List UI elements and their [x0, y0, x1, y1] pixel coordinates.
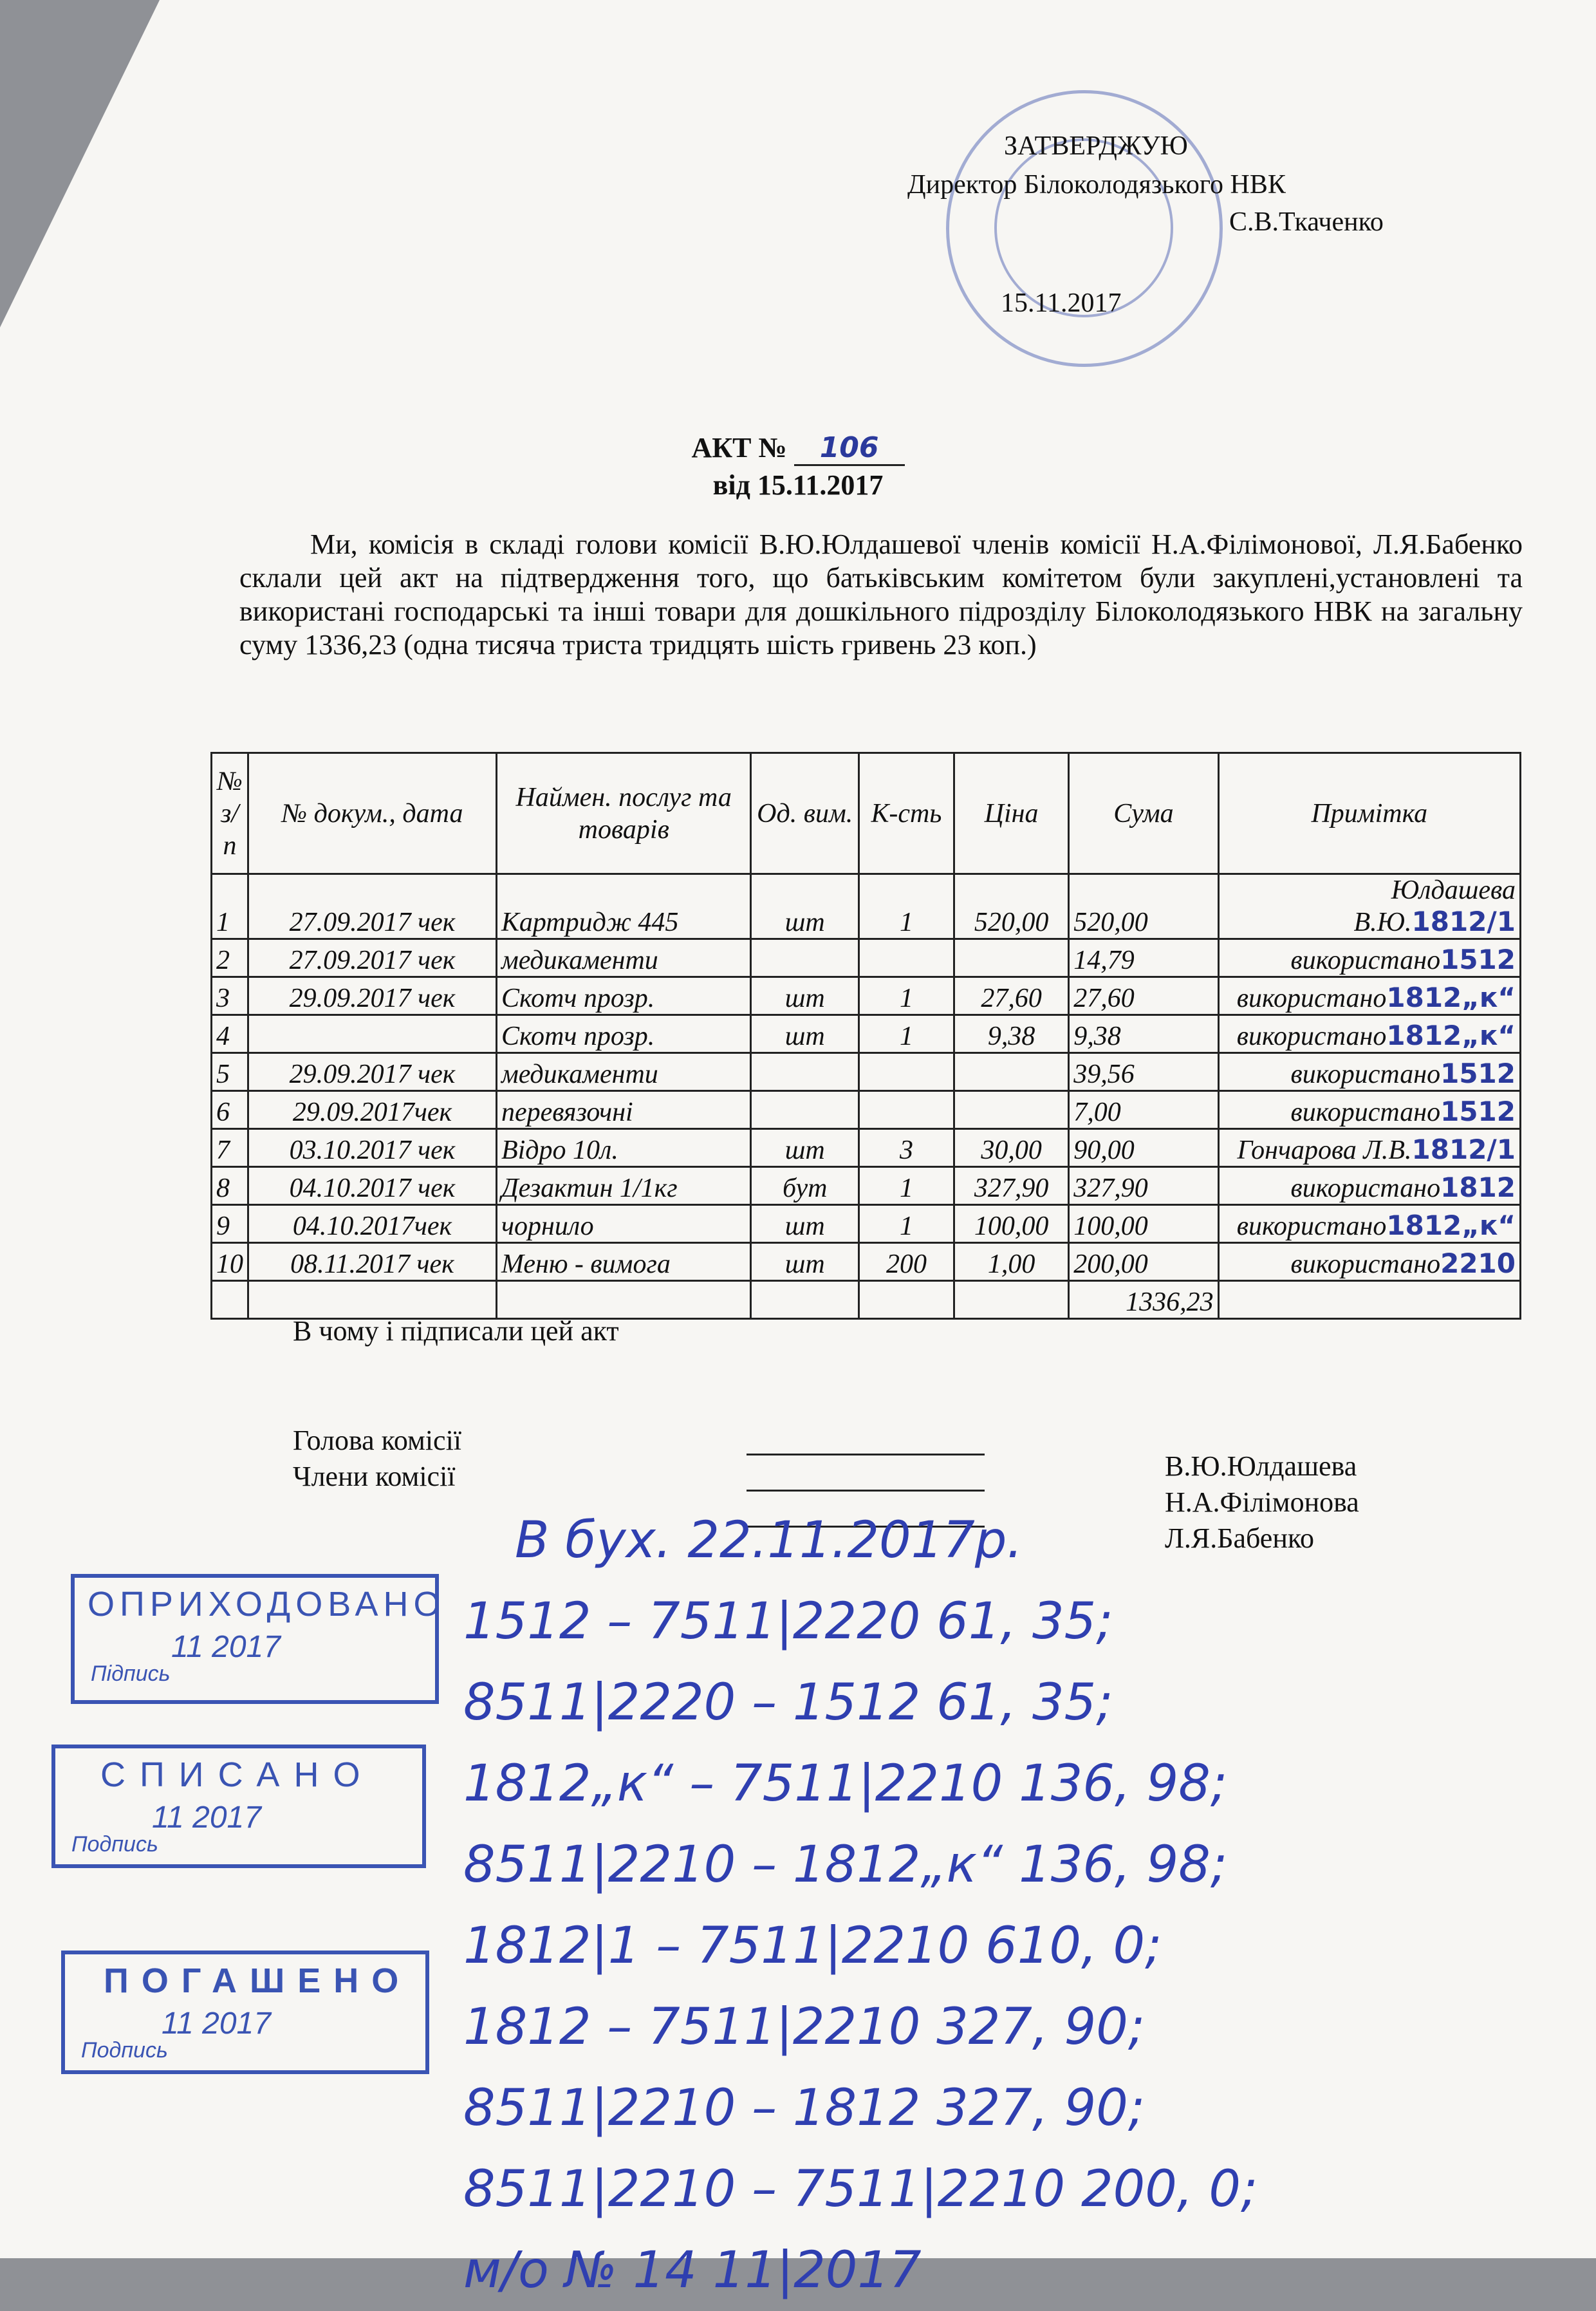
note-line: 1812 – 7511|2210 327, 90;	[463, 1998, 1146, 2056]
cell-number: 7	[212, 1129, 248, 1167]
table-row	[212, 1129, 1521, 1167]
cell-qty: 3	[859, 1129, 954, 1167]
act-title	[0, 431, 1596, 464]
cell-name: Скотч прозр.	[496, 977, 751, 1015]
col-header-unit: Од. вим.	[751, 753, 859, 874]
col-header-price: Ціна	[954, 753, 1068, 874]
cell-doc	[248, 1015, 497, 1053]
note-text: Юлдашева В.Ю.	[1353, 875, 1516, 937]
cell-number: 9	[212, 1205, 248, 1243]
note-line: В бух. 22.11.2017р.	[515, 1511, 1023, 1569]
cell-unit	[751, 1053, 859, 1091]
cell-price: 327,90	[954, 1167, 1068, 1205]
note-code: 1512	[1440, 944, 1516, 975]
cell-number: 3	[212, 977, 248, 1015]
cell-sum: 100,00	[1069, 1205, 1218, 1243]
act-number: 106	[794, 431, 905, 466]
table-row	[212, 1167, 1521, 1205]
cell-sum: 9,38	[1069, 1015, 1218, 1053]
stamp-signature-label: Подпись	[81, 2038, 168, 2063]
table-row	[212, 1205, 1521, 1243]
note-text: використано	[1290, 1174, 1441, 1203]
cell-note	[1218, 1015, 1520, 1053]
cell-number: 8	[212, 1167, 248, 1205]
cell-name: медикаменти	[496, 1053, 751, 1091]
cell-note	[1218, 939, 1520, 977]
cell-note	[1218, 1167, 1520, 1205]
table-row	[212, 874, 1521, 939]
table-row	[212, 1053, 1521, 1091]
cell-note	[1218, 1091, 1520, 1129]
cell-sum: 327,90	[1069, 1167, 1218, 1205]
col-header-qty: К-сть	[859, 753, 954, 874]
note-code: 1812„к“	[1386, 1020, 1516, 1051]
note-code: 1812/1	[1411, 906, 1516, 937]
note-code: 1812	[1440, 1172, 1516, 1203]
note-code: 1512	[1440, 1058, 1516, 1089]
stamp-date: 11 2017	[152, 1801, 261, 1835]
note-text: використано	[1236, 1022, 1387, 1051]
cell-name: Відро 10л.	[496, 1129, 751, 1167]
table-row	[212, 1243, 1521, 1281]
cell-sum: 90,00	[1069, 1129, 1218, 1167]
cell-qty: 1	[859, 874, 954, 939]
cell-name: перевязочні	[496, 1091, 751, 1129]
cell-qty: 200	[859, 1243, 954, 1281]
act-date: від 15.11.2017	[712, 469, 884, 501]
stamp-received	[71, 1574, 446, 1704]
cell-qty	[859, 1091, 954, 1129]
cell-name: Дезактин 1/1кг	[496, 1167, 751, 1205]
cell-note	[1218, 977, 1520, 1015]
note-text: використано	[1290, 1060, 1441, 1089]
col-header-number: № з/п	[212, 753, 248, 874]
note-text: використано	[1236, 984, 1387, 1013]
stamp-title: СПИСАНО	[100, 1755, 375, 1794]
cell-doc: 27.09.2017 чек	[248, 874, 497, 939]
member-name: Н.А.Філімонова	[1165, 1486, 1359, 1518]
cell-name: медикаменти	[496, 939, 751, 977]
stamp-paid-off	[61, 1951, 429, 2074]
note-line: 1512 – 7511|2220 61, 35;	[463, 1593, 1113, 1651]
stamp-signature-label: Подпись	[71, 1832, 158, 1857]
cell-qty: 1	[859, 977, 954, 1015]
cell-sum: 7,00	[1069, 1091, 1218, 1129]
cell-price: 27,60	[954, 977, 1068, 1015]
cell-doc: 27.09.2017 чек	[248, 939, 497, 977]
stamp-written-off	[51, 1745, 426, 1868]
signature-line	[747, 1454, 985, 1455]
note-line: 1812„к“ – 7511|2210 136, 98;	[463, 1755, 1228, 1813]
cell-sum: 14,79	[1069, 939, 1218, 977]
cell-name: Картридж 445	[496, 874, 751, 939]
table-row	[212, 939, 1521, 977]
closing-text: В чому і підписали цей акт	[293, 1315, 619, 1347]
stamp-title: ОПРИХОДОВАНО	[88, 1585, 446, 1623]
cell-doc: 29.09.2017 чек	[248, 1053, 497, 1091]
table-row	[212, 1015, 1521, 1053]
cell-unit: шт	[751, 1015, 859, 1053]
note-code: 1512	[1440, 1096, 1516, 1127]
cell-name: Скотч прозр.	[496, 1015, 751, 1053]
stamp-signature-label: Підпись	[91, 1661, 171, 1686]
cell-unit: шт	[751, 977, 859, 1015]
stamp-title: ПОГАШЕНО	[104, 1961, 412, 2000]
col-header-sum: Сума	[1069, 753, 1218, 874]
cell-qty: 1	[859, 1205, 954, 1243]
cell-unit: бут	[751, 1167, 859, 1205]
approval-position: Директор Білоколодязького НВК	[907, 170, 1286, 200]
table-row	[212, 1091, 1521, 1129]
stamp-date: 11 2017	[171, 1630, 281, 1664]
approval-header: ЗАТВЕРДЖУЮ	[1004, 131, 1188, 161]
approval-signatory: С.В.Ткаченко	[1229, 207, 1384, 237]
cell-number: 10	[212, 1243, 248, 1281]
handwritten-notes	[463, 1500, 1257, 2311]
note-line: 8511|2220 – 1512 61, 35;	[463, 1674, 1113, 1732]
table-row	[212, 977, 1521, 1015]
cell-name: Меню - вимога	[496, 1243, 751, 1281]
cell-number: 2	[212, 939, 248, 977]
note-line: м/о № 14 11|2017	[463, 2241, 922, 2299]
chair-name: В.Ю.Юлдашева	[1165, 1450, 1357, 1482]
table-header-row	[212, 753, 1521, 874]
cell-sum: 27,60	[1069, 977, 1218, 1015]
cell-doc: 04.10.2017 чек	[248, 1167, 497, 1205]
cell-number: 4	[212, 1015, 248, 1053]
note-line: 8511|2210 – 7511|2210 200, 0;	[463, 2160, 1258, 2218]
act-paragraph	[239, 528, 1523, 662]
items-table	[210, 752, 1521, 1320]
cell-unit	[751, 1091, 859, 1129]
cell-note	[1218, 1243, 1520, 1281]
cell-qty	[859, 939, 954, 977]
note-line: 1812|1 – 7511|2210 610, 0;	[463, 1917, 1162, 1975]
col-header-note: Примітка	[1218, 753, 1520, 874]
cell-qty: 1	[859, 1015, 954, 1053]
note-line: 8511|2210 – 1812„к“ 136, 98;	[463, 1836, 1228, 1894]
cell-sum: 200,00	[1069, 1243, 1218, 1281]
note-code: 1812„к“	[1386, 1210, 1516, 1241]
cell-price	[954, 1053, 1068, 1091]
col-header-name: Наймен. послуг та товарів	[496, 753, 751, 874]
note-text: використано	[1290, 946, 1441, 975]
cell-doc: 04.10.2017чек	[248, 1205, 497, 1243]
note-text: використано	[1236, 1212, 1387, 1241]
cell-price: 100,00	[954, 1205, 1068, 1243]
member-name: Л.Я.Бабенко	[1165, 1522, 1315, 1554]
signature-line	[747, 1490, 985, 1492]
cell-price: 9,38	[954, 1015, 1068, 1053]
cell-price: 1,00	[954, 1243, 1068, 1281]
approval-date: 15.11.2017	[1001, 288, 1122, 318]
cell-sum: 39,56	[1069, 1053, 1218, 1091]
cell-note	[1218, 874, 1520, 939]
note-text: використано	[1290, 1098, 1441, 1127]
members-label: Члени комісії	[293, 1461, 456, 1492]
cell-qty	[859, 1053, 954, 1091]
cell-number: 5	[212, 1053, 248, 1091]
cell-doc: 29.09.2017 чек	[248, 977, 497, 1015]
cell-unit	[751, 939, 859, 977]
chair-label: Голова комісії	[293, 1425, 462, 1456]
note-code: 1812„к“	[1386, 982, 1516, 1013]
col-header-doc: № докум., дата	[248, 753, 497, 874]
note-line: 8511|2210 – 1812 327, 90;	[463, 2079, 1146, 2137]
cell-note	[1218, 1129, 1520, 1167]
cell-doc: 08.11.2017 чек	[248, 1243, 497, 1281]
cell-price	[954, 1091, 1068, 1129]
cell-note	[1218, 1205, 1520, 1243]
act-title-prefix: АКТ №	[691, 432, 787, 463]
stamp-date: 11 2017	[162, 2007, 271, 2041]
cell-price: 30,00	[954, 1129, 1068, 1167]
note-text: використано	[1290, 1249, 1441, 1279]
cell-number: 1	[212, 874, 248, 939]
cell-price	[954, 939, 1068, 977]
cell-unit: шт	[751, 1129, 859, 1167]
cell-unit: шт	[751, 1243, 859, 1281]
cell-unit: шт	[751, 874, 859, 939]
cell-note	[1218, 1053, 1520, 1091]
cell-doc: 29.09.2017чек	[248, 1091, 497, 1129]
note-code: 1812/1	[1411, 1134, 1516, 1165]
cell-total: 1336,23	[1069, 1281, 1218, 1319]
note-text: Гончарова Л.В.	[1237, 1136, 1412, 1165]
act-paragraph-text: Ми, комісія в складі голови комісії В.Ю.Юлдашевої членів комісії Н.А.Філімонової, Л.Я.Бабенко склали цей акт на підтвердження того, що батьківським комітетом були закуплені,установлені та використані господарські та інші товари для дошкільного підрозділу Білоколодязького НВК на загальну суму 1336,23 (одна тисяча триста тридцять шість гривень 23 коп.)	[239, 529, 1523, 660]
cell-qty: 1	[859, 1167, 954, 1205]
note-code: 2210	[1440, 1248, 1516, 1279]
cell-price: 520,00	[954, 874, 1068, 939]
cell-doc: 03.10.2017 чек	[248, 1129, 497, 1167]
cell-number: 6	[212, 1091, 248, 1129]
cell-unit: шт	[751, 1205, 859, 1243]
cell-name: чорнило	[496, 1205, 751, 1243]
cell-sum: 520,00	[1069, 874, 1218, 939]
